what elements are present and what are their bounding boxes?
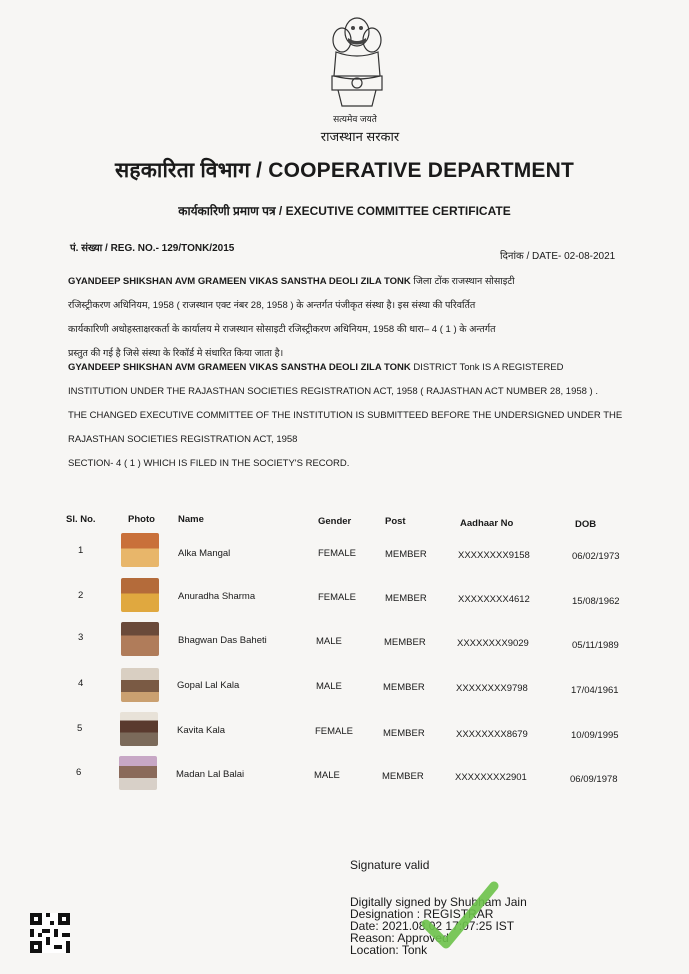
row-2-name: Anuradha Sharma: [178, 591, 256, 602]
header-sl-no: Sl. No.: [66, 514, 96, 525]
row-3-gender: MALE: [316, 636, 342, 647]
signature-location: Location: Tonk: [350, 943, 428, 957]
certificate-date: दिनांक / DATE- 02-08-2021: [500, 251, 616, 262]
registration-number: पं. संख्या / REG. NO.- 129/TONK/2015: [70, 243, 235, 254]
certificate-title: [0, 202, 689, 219]
row-1-gender: FEMALE: [318, 548, 357, 559]
signature-designation: Designation : REGISTRAR: [350, 907, 494, 921]
row-5-aadhaar: XXXXXXXX8679: [456, 729, 528, 740]
signature-signed-by: Digitally signed by Shubham Jain: [350, 895, 527, 909]
row-5-photo: [120, 712, 158, 746]
row-4-photo: [121, 668, 159, 702]
department-title-hindi: सहकारिता विभाग: [114, 159, 251, 182]
department-title: [0, 156, 689, 184]
row-4-name: Gopal Lal Kala: [177, 680, 240, 691]
hindi-line-3: कार्यकारिणी अधोहस्ताक्षरकर्ता के कार्यालय मे राजस्थान सोसाइटी रजिस्ट्रीकरण अधिनियम, 1958 की धारा– 4 ( 1 ) के अन्तर्गत: [68, 324, 496, 335]
hindi-line-1-text: जिला टोंक राजस्थान सोसाइटी: [410, 276, 515, 287]
row-4-aadhaar: XXXXXXXX9798: [456, 683, 528, 694]
english-line-3: THE CHANGED EXECUTIVE COMMITTEE OF THE INSTITUTION IS SUBMITTEED BEFORE THE UNDERSIGNED UNDER THE: [68, 410, 623, 421]
institution-name: GYANDEEP SHIKSHAN AVM GRAMEEN VIKAS SANSTHA DEOLI ZILA TONK: [68, 362, 411, 373]
header-name: Name: [178, 514, 204, 525]
signature-reason: Reason: Approved: [350, 931, 449, 945]
row-6-dob: 06/09/1978: [570, 774, 618, 785]
row-3-name: Bhagwan Das Baheti: [178, 635, 267, 646]
english-line-1-text: DISTRICT Tonk IS A REGISTERED: [410, 362, 564, 373]
row-1-dob: 06/02/1973: [572, 551, 620, 562]
header-aadhaar: Aadhaar No: [460, 518, 514, 529]
english-line-4: RAJASTHAN SOCIETIES REGISTRATION ACT, 1958: [68, 434, 298, 445]
row-5-gender: FEMALE: [315, 726, 354, 737]
english-line-5: SECTION- 4 ( 1 ) WHICH IS FILED IN THE SOCIETY'S RECORD.: [68, 458, 350, 469]
certificate-title-hindi: कार्यकारिणी प्रमाण पत्र: [178, 204, 276, 218]
header-dob: DOB: [575, 519, 597, 530]
english-paragraph: [68, 356, 648, 476]
certificate-title-english: / EXECUTIVE COMMITTEE CERTIFICATE: [278, 204, 511, 218]
row-1-photo: [121, 533, 159, 567]
row-5-dob: 10/09/1995: [571, 730, 619, 741]
row-2-gender: FEMALE: [318, 592, 357, 603]
row-1-aadhaar: XXXXXXXX9158: [458, 550, 530, 561]
checkmark-icon: [420, 880, 500, 960]
row-3-photo: [121, 622, 159, 656]
state-emblem: [322, 10, 392, 122]
row-2-dob: 15/08/1962: [572, 596, 620, 607]
row-5-post: MEMBER: [383, 728, 425, 739]
row-6-sl: 6: [76, 767, 82, 778]
row-6-photo: [119, 756, 157, 790]
hindi-paragraph: [68, 270, 648, 366]
row-1-post: MEMBER: [385, 549, 427, 560]
row-4-sl: 4: [78, 678, 84, 689]
row-6-aadhaar: XXXXXXXX2901: [455, 772, 527, 783]
institution-name: GYANDEEP SHIKSHAN AVM GRAMEEN VIKAS SANSTHA DEOLI ZILA TONK: [68, 276, 411, 287]
row-5-sl: 5: [77, 723, 83, 734]
signature-date: Date: 2021.08.02 17:07:25 IST: [350, 919, 515, 933]
header-post: Post: [385, 516, 406, 527]
row-1-name: Alka Mangal: [178, 548, 231, 559]
row-3-sl: 3: [78, 632, 84, 643]
hindi-line-2: रजिस्ट्रीकरण अधिनियम, 1958 ( राजस्थान एक्ट नंबर 28, 1958 ) के अन्तर्गत पंजीकृत संस्था है। इस संस्था की परिवर्तित: [68, 300, 476, 311]
row-2-sl: 2: [78, 590, 84, 601]
row-6-post: MEMBER: [382, 771, 424, 782]
row-6-gender: MALE: [314, 770, 340, 781]
row-4-dob: 17/04/1961: [571, 685, 619, 696]
row-2-post: MEMBER: [385, 593, 427, 604]
row-3-post: MEMBER: [384, 637, 426, 648]
emblem-motto: सत्यमेव जयते: [333, 114, 377, 124]
hindi-line-1: [68, 270, 648, 294]
department-title-english: / COOPERATIVE DEPARTMENT: [256, 159, 575, 182]
signature-valid-label: Signature valid: [350, 858, 430, 872]
row-4-post: MEMBER: [383, 682, 425, 693]
header-photo: Photo: [128, 514, 155, 525]
government-name: राजस्थान सरकार: [320, 129, 400, 144]
english-line-2: INSTITUTION UNDER THE RAJASTHAN SOCIETIES REGISTRATION ACT, 1958 ( RAJASTHAN ACT NUMBER 28, 1958 ) .: [68, 386, 598, 397]
row-3-aadhaar: XXXXXXXX9029: [457, 638, 529, 649]
row-2-aadhaar: XXXXXXXX4612: [458, 594, 530, 605]
row-2-photo: [121, 578, 159, 612]
hindi-line-4: प्रस्तुत की गई है जिसे संस्था के रिकॉर्ड मे संधारित किया जाता है।: [68, 348, 284, 359]
row-1-sl: 1: [78, 545, 84, 556]
header-gender: Gender: [318, 516, 352, 527]
qr-code-icon: [30, 913, 70, 953]
english-line-1: [68, 356, 648, 380]
row-4-gender: MALE: [316, 681, 342, 692]
row-3-dob: 05/11/1989: [572, 640, 619, 651]
row-5-name: Kavita Kala: [177, 725, 226, 736]
row-6-name: Madan Lal Balai: [176, 769, 245, 780]
